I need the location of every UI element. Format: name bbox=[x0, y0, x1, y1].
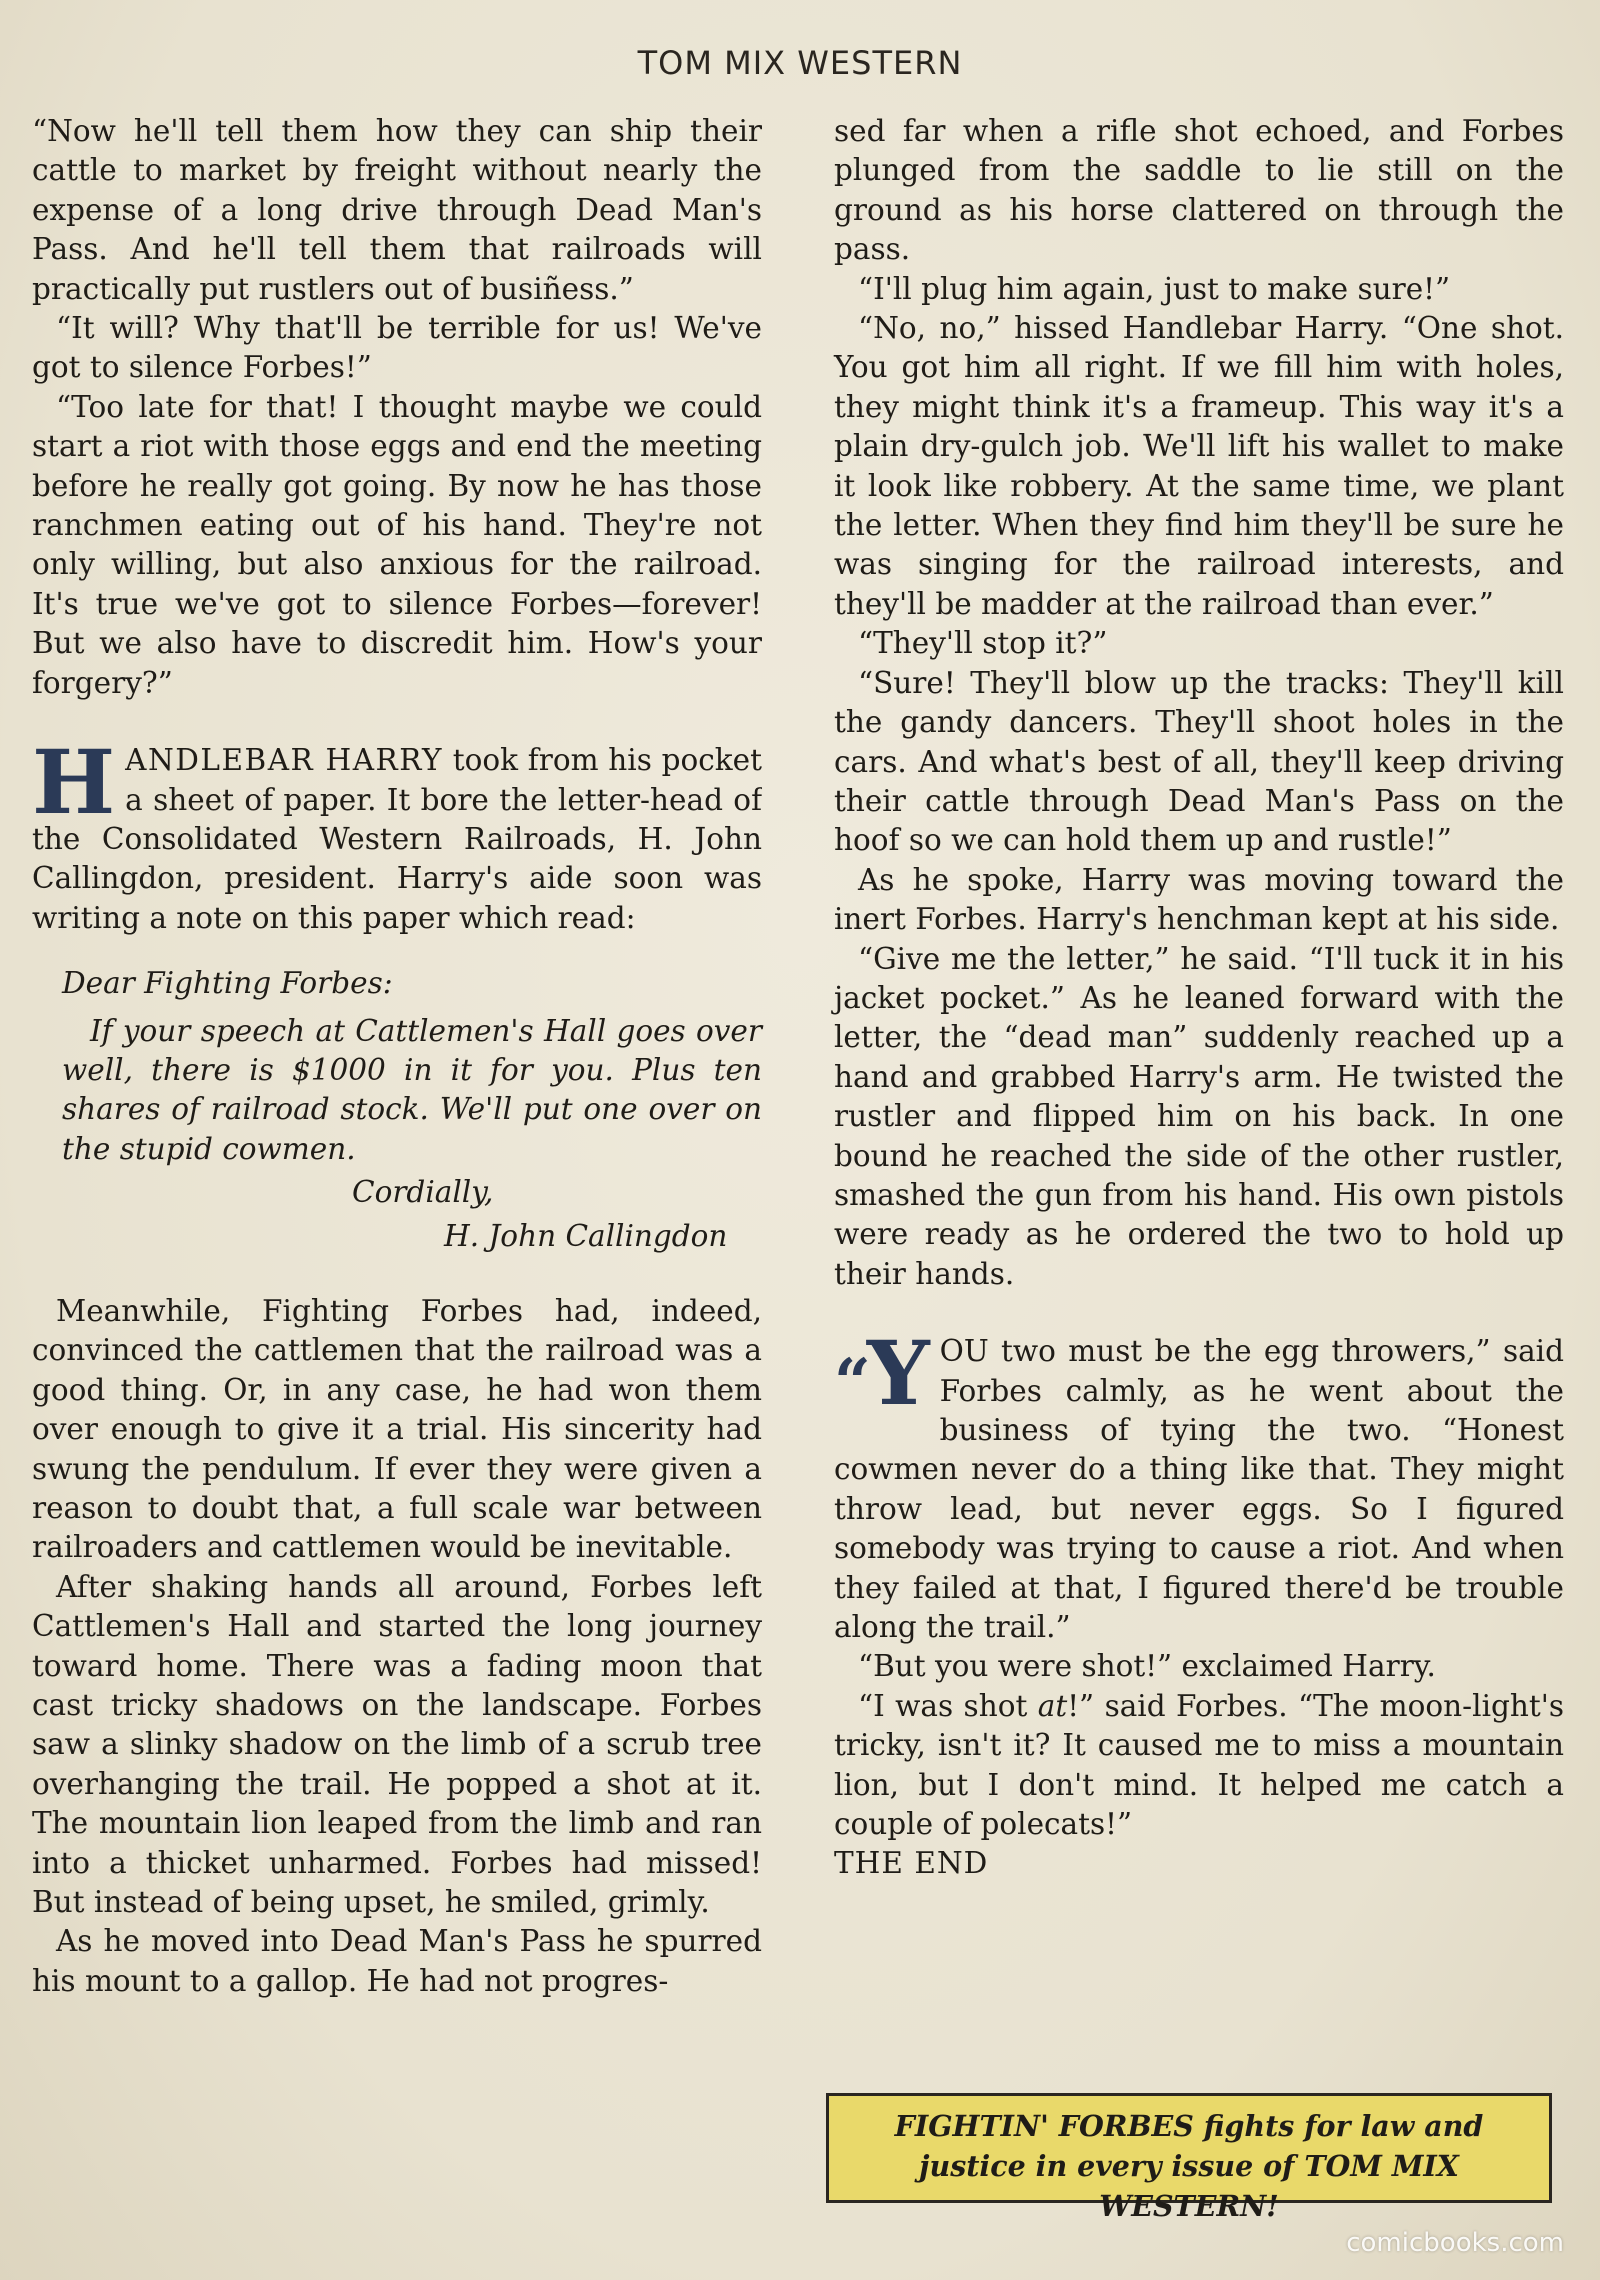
paragraph: As he spoke, Harry was moving toward the inert Forbes. Harry's henchman kept at his side. bbox=[834, 862, 1564, 937]
paragraph-text: “I was shot bbox=[858, 1688, 1038, 1723]
paragraph: sed far when a rifle shot echoed, and Forbes plunged from the saddle to lie still on the ground as his horse clattered on through the pass. bbox=[834, 114, 1564, 267]
forged-letter bbox=[62, 964, 762, 1256]
letter-signature: H. John Callingdon bbox=[444, 1218, 728, 1253]
paragraph-text: took from his pocket a sheet of paper. It bore the letter-head of the Consolidated Western Railroads, H. John Callingdon, president. Harry's aide soon was writing a note on this paper which read: bbox=[32, 743, 762, 935]
paragraph: As he moved into Dead Man's Pass he spurred his mount to a gallop. He had not progres- bbox=[32, 1924, 762, 1998]
paragraph: “It will? Why that'll be terrible for us! We've got to silence Forbes!” bbox=[32, 311, 762, 385]
promo-box: FIGHTIN' FORBES fights for law and justice in every issue of TOM MIX WESTERN! bbox=[826, 2093, 1552, 2203]
paragraph: Meanwhile, Fighting Forbes had, indeed, convinced the cattlemen that the railroad was a good thing. Or, in any case, he had won them over enough to give it a trial. His sincerity had swung the pendulum. If ever they were given a reason to doubt that, a full scale war between railroaders and cattlemen would be inevitable. bbox=[32, 1293, 762, 1565]
watermark: comicbooks.com bbox=[1346, 2228, 1564, 2258]
drop-cap-letter: H bbox=[32, 741, 116, 835]
dropcap-paragraph bbox=[834, 1332, 1564, 1647]
the-end: THE END bbox=[834, 1846, 989, 1881]
paragraph-text: OU two must be the egg throwers,” said Forbes calmly, as he went about the business of tying the two. “Honest cowmen never do a thing like that. They might throw lead, but never eggs. So I figured somebody was trying to cause a riot. And when they failed at that, I figured there'd be trouble along the trail.” bbox=[834, 1334, 1564, 1645]
dropcap-paragraph bbox=[32, 741, 762, 938]
paragraph: After shaking hands all around, Forbes left Cattlemen's Hall and started the long journey toward home. There was a fading moon that cast tricky shadows on the landscape. Forbes saw a slinky shadow on the limb of a scrub tree overhanging the trail. He popped a shot at it. The mountain lion leaped from the limb and ran into a thicket unharmed. Forbes had missed! But instead of being upset, he smiled, grimly. bbox=[32, 1569, 762, 1920]
emphasis: at bbox=[1037, 1688, 1068, 1723]
paragraph bbox=[834, 1687, 1564, 1845]
paragraph-text: !” said Forbes. “The moon-light's tricky, isn't it? It caused me to miss a mountain lion, but I don't mind. It helped me catch a couple of polecats!” bbox=[834, 1688, 1564, 1842]
paragraph: “No, no,” hissed Handlebar Harry. “One shot. You got him all right. If we fill him with holes, they might think it's a frameup. This way it's a plain dry-gulch job. We'll lift his wallet to make it look like robbery. At the same time, we plant the letter. When they find him they'll be sure he was singing for the railroad interests, and they'll be madder at the railroad than ever.” bbox=[834, 311, 1564, 621]
drop-cap-letter bbox=[834, 1332, 930, 1426]
drop-cap-y: Y bbox=[866, 1332, 930, 1426]
drop-cap-quote: “ bbox=[834, 1345, 863, 1421]
paragraph: “Sure! They'll blow up the tracks: They'll kill the gandy dancers. They'll shoot holes in the cars. And what's best of all, they'll keep driving their cattle through Dead Man's Pass on the hoof so we can hold them up and rustle!” bbox=[834, 665, 1564, 858]
running-title: TOM MIX WESTERN bbox=[637, 44, 963, 82]
paragraph: “Now he'll tell them how they can ship their cattle to market by freight without nearly the expense of a long drive through Dead Man's Pass. And he'll tell them that railroads will practically put rustlers out of busiñess.” bbox=[32, 114, 762, 306]
letter-salutation: Dear Fighting Forbes: bbox=[62, 966, 393, 1001]
letter-closing: Cordially, bbox=[352, 1175, 494, 1210]
paragraph: “Give me the letter,” he said. “I'll tuck it in his jacket pocket.” As he leaned forward with the letter, the “dead man” suddenly reached up a hand and grabbed Harry's arm. He twisted the rustler and flipped him on his back. In one bound he reached the side of the other rustler, smashed the gun from his hand. His own pistols were ready as he ordered the two to hold up their hands. bbox=[834, 941, 1564, 1291]
paragraph: “They'll stop it?” bbox=[858, 626, 1108, 661]
right-column bbox=[834, 112, 1564, 1884]
smallcaps-lead: ANDLEBAR HARRY bbox=[125, 743, 444, 778]
letter-body: If your speech at Cattlemen's Hall goes over well, there is $1000 in it for you. Plus ten shares of railroad stock. We'll put one over on the stupid cowmen. bbox=[62, 1013, 762, 1166]
left-column bbox=[32, 112, 762, 2001]
paragraph: “But you were shot!” exclaimed Harry. bbox=[858, 1649, 1436, 1684]
paragraph: “Too late for that! I thought maybe we could start a riot with those eggs and end the meeting before he really got going. By now he has those ranchmen eating out of his hand. They're not only willing, but also anxious for the railroad. It's true we've got to silence Forbes—forever! But we also have to discredit him. How's your forgery?” bbox=[32, 389, 762, 700]
paragraph: “I'll plug him again, just to make sure!” bbox=[858, 271, 1451, 306]
